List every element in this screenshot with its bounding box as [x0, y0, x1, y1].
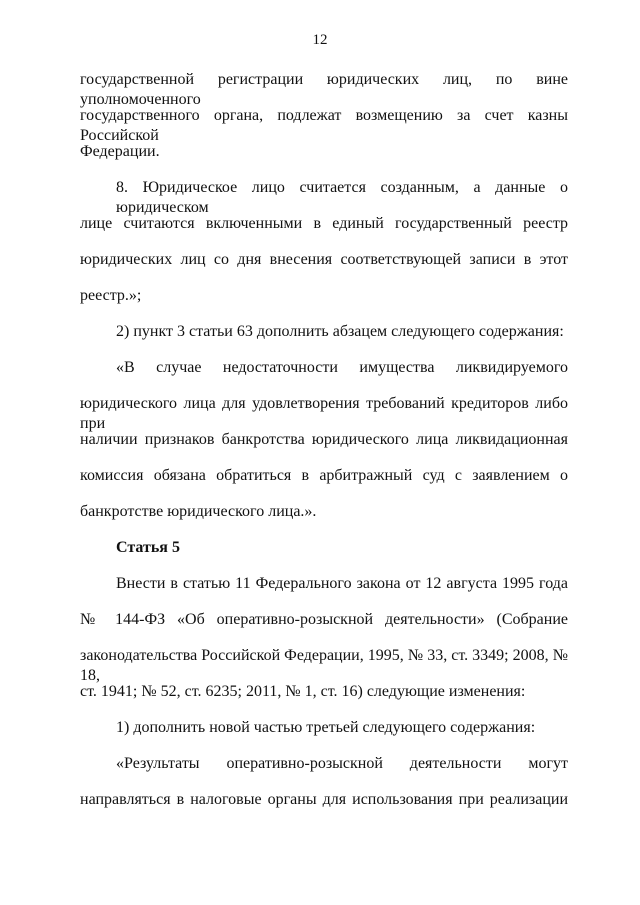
text-line: «В случае недостаточности имущества ликвидируемого	[116, 359, 568, 376]
text-line: юридических лиц со дня внесения соответствующей записи в этот	[80, 251, 568, 268]
text-line: юридического лица для удовлетворения требований кредиторов либо при	[80, 395, 568, 432]
text-line: «Результаты оперативно-розыскной деятельности могут	[116, 755, 568, 772]
text-line: Федерации.	[80, 143, 160, 160]
text-line: направляться в налоговые органы для использования при реализации	[80, 791, 568, 808]
article-heading: Статья 5	[116, 539, 180, 556]
text-line: лице считаются включенными в единый государственный реестр	[80, 215, 568, 232]
page-number: 12	[312, 32, 328, 48]
text-line: 8. Юридическое лицо считается созданным, а данные о юридическом	[116, 179, 568, 216]
text-line: № 144-ФЗ «Об оперативно-розыскной деятельности» (Собрание	[80, 611, 568, 628]
text-line: государственной регистрации юридических лиц, по вине уполномоченного	[80, 71, 568, 108]
text-line: Внести в статью 11 Федерального закона от 12 августа 1995 года	[116, 575, 568, 592]
text-line: комиссия обязана обратиться в арбитражный суд с заявлением о	[80, 467, 568, 484]
text-line: реестр.»;	[80, 287, 142, 304]
text-line: 1) дополнить новой частью третьей следующего содержания:	[116, 719, 536, 736]
text-line: государственного органа, подлежат возмещению за счет казны Российской	[80, 107, 568, 144]
text-line: законодательства Российской Федерации, 1995, № 33, ст. 3349; 2008, № 18,	[80, 647, 568, 684]
text-line: ст. 1941; № 52, ст. 6235; 2011, № 1, ст. 16) следующие изменения:	[80, 683, 526, 700]
text-line: 2) пункт 3 статьи 63 дополнить абзацем следующего содержания:	[116, 323, 564, 340]
text-line: банкротстве юридического лица.».	[80, 503, 317, 520]
text-line: наличии признаков банкротства юридического лица ликвидационная	[80, 431, 568, 448]
